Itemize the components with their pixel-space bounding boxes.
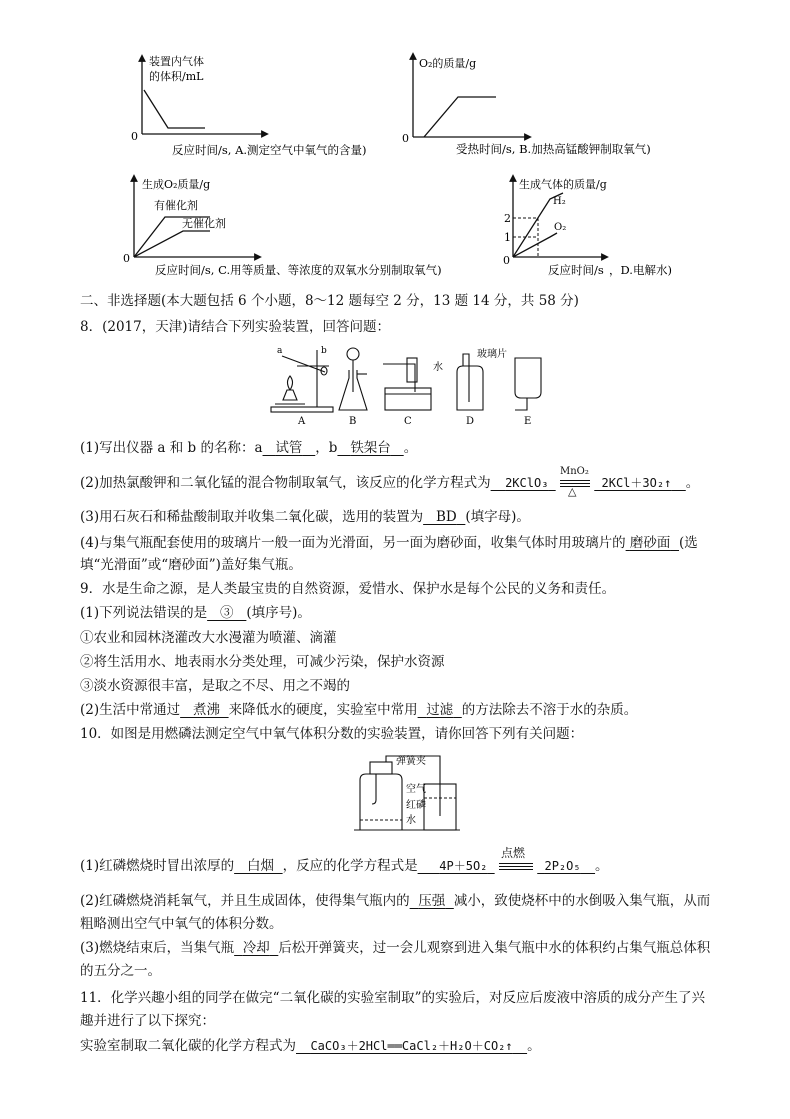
q8-p4-line2: 填“光滑面”或“磨砂面”)盖好集气瓶。 [80,557,302,573]
q10-p2: (2)红磷燃烧消耗氧气，并且生成固体，使得集气瓶内的 压强 减小，致使烧杯中的水倒吸入集气瓶，从而 [80,893,711,909]
y-label-2: 的体积/mL [149,70,204,83]
x-caption: 反应时间/s, C.用等质量、等浓度的双氧水分别制取氧气) [155,263,442,277]
q10-apparatus-figure [348,750,468,836]
apparatus-c [383,358,431,410]
y-label: O₂的质量/g [419,57,477,70]
label-D: D [466,416,475,427]
y-label: 生成气体的质量/g [519,178,607,191]
q8-p4: (4)与集气瓶配套使用的玻璃片一般一面为光滑面，另一面为磨砂面，收集气体时用玻璃片的 磨砂面 (选 [80,535,698,551]
label-glass: 玻璃片 [477,349,507,360]
q11-p1: 实验室制取二氧化碳的化学方程式为 CaCO₃＋2HCl══CaCl₂＋H₂O＋CO₂↑ 。 [80,1038,541,1054]
q11-stem-line2: 趣并进行了以下探究： [80,1013,215,1029]
y-label-1: 装置内气体 [149,55,204,68]
q8-p2: (2)加热氯酸钾和二氧化锰的混合物制取氧气，该反应的化学方程式为 2KClO₃ MnO₂ △ 2KCl＋3O₂↑ 。 [80,465,700,498]
q9-stem: 9．水是生命之源，是人类最宝贵的自然资源，爱惜水、保护水是每个公民的义务和责任。 [80,581,616,597]
label-a-small: a [277,346,283,356]
chart-d [495,174,695,280]
label-water: 水 [406,815,416,826]
volume-curve [144,90,205,128]
label-B: B [349,416,357,427]
q8-p1: (1)写出仪器 a 和 b 的名称：a 试管 ，b 铁架台 。 [80,440,418,456]
label-air: 空气 [406,784,426,795]
apparatus-b [339,348,367,410]
answer-a: 试管 [275,440,303,456]
q9-option-2: ②将生活用水、地表雨水分类处理，可减少污染，保护水资源 [80,654,445,670]
q10-p3: (3)燃烧结束后，当集气瓶 冷却 后松开弹簧夹，过一会儿观察到进入集气瓶中水的体积约占集气瓶总体积 [80,940,711,956]
stopper [370,762,392,774]
answer-eq-right: 2KCl＋3O₂↑ [601,476,672,490]
q8-stem: 8．(2017，天津)请结合下列实验装置，回答问题： [80,319,390,335]
apparatus-a [271,350,333,412]
origin: 0 [123,252,130,265]
label-C: C [404,416,412,427]
q8-p3: (3)用石灰石和稀盐酸制取并收集二氧化碳，选用的装置为 BD (填字母)。 [80,509,530,525]
answer-b: 铁架台 [350,440,391,456]
label-b-small: b [321,346,327,356]
label-clip: 弹簧夹 [396,756,426,767]
without-catalyst-curve [134,231,210,257]
q10-stem: 10．如图是用燃磷法测定空气中氧气体积分数的实验装置，请你回答下列有关问题： [80,726,584,742]
q11-stem: 11．化学兴趣小组的同学在做完“二氧化碳的实验室制取”的实验后，对反应后废液中溶质的成分产生了兴 [80,990,705,1006]
q10-p2-line2: 粗略测出空气中氧气的体积分数。 [80,916,283,932]
oxygen-curve [424,97,496,137]
q9-option-3: ③淡水资源很丰富，是取之不尽、用之不竭的 [80,678,350,694]
q8-apparatus-figure [265,342,555,432]
label-red-p: 红磷 [406,800,426,811]
chart-c [118,174,518,280]
label-A: A [298,416,306,427]
gas-bottle [360,774,402,830]
y-label: 生成O₂质量/g [142,178,211,191]
x-caption: 受热时间/s, B.加热高锰酸钾制取氧气) [456,142,651,156]
label-with-catalyst: 有催化剂 [154,199,198,212]
chart-b [398,52,698,162]
series-h2: H₂ [553,196,566,207]
q10-p1: (1)红磷燃烧时冒出浓厚的 白烟 ，反应的化学方程式是 4P＋5O₂ 点燃 2P₂O₅ 。 [80,856,609,877]
origin: 0 [402,132,409,145]
q10-p3-line2: 的五分之一。 [80,963,161,979]
q9-p1: (1)下列说法错误的是 ③ (填序号)。 [80,605,311,621]
x-caption: 反应时间/s, A.测定空气中氧气的含量) [172,143,367,157]
section-heading: 二、非选择题(本大题包括 6 个小题，8～12 题每空 2 分，13 题 14 分，共 58 分) [80,293,579,309]
series-o2: O₂ [554,222,567,233]
x-label: 反应时间/s [548,263,604,277]
label-E: E [524,416,532,427]
tick-1: 1 [504,231,511,244]
apparatus-e [515,358,541,410]
reaction-condition: MnO₂ △ [559,465,589,498]
ignite-condition: 点燃 [499,857,533,877]
answer-eq-left: 2KClO₃ [505,476,549,490]
q9-p2: (2)生活中常通过 煮沸 来降低水的硬度，实验室中常用 过滤 的方法除去不溶于水的杂质。 [80,702,638,718]
label-water: 水 [433,362,443,373]
apparatus-d [457,354,483,410]
chart-a [125,52,415,162]
origin: 0 [131,130,138,143]
label-without-catalyst: 无催化剂 [182,217,226,230]
tick-2: 2 [504,212,511,225]
spoon [372,774,376,804]
origin: 0 [503,254,510,267]
q9-option-1: ①农业和园林浇灌改大水漫灌为喷灌、滴灌 [80,630,337,646]
caption: ，D.电解水) [609,263,672,277]
